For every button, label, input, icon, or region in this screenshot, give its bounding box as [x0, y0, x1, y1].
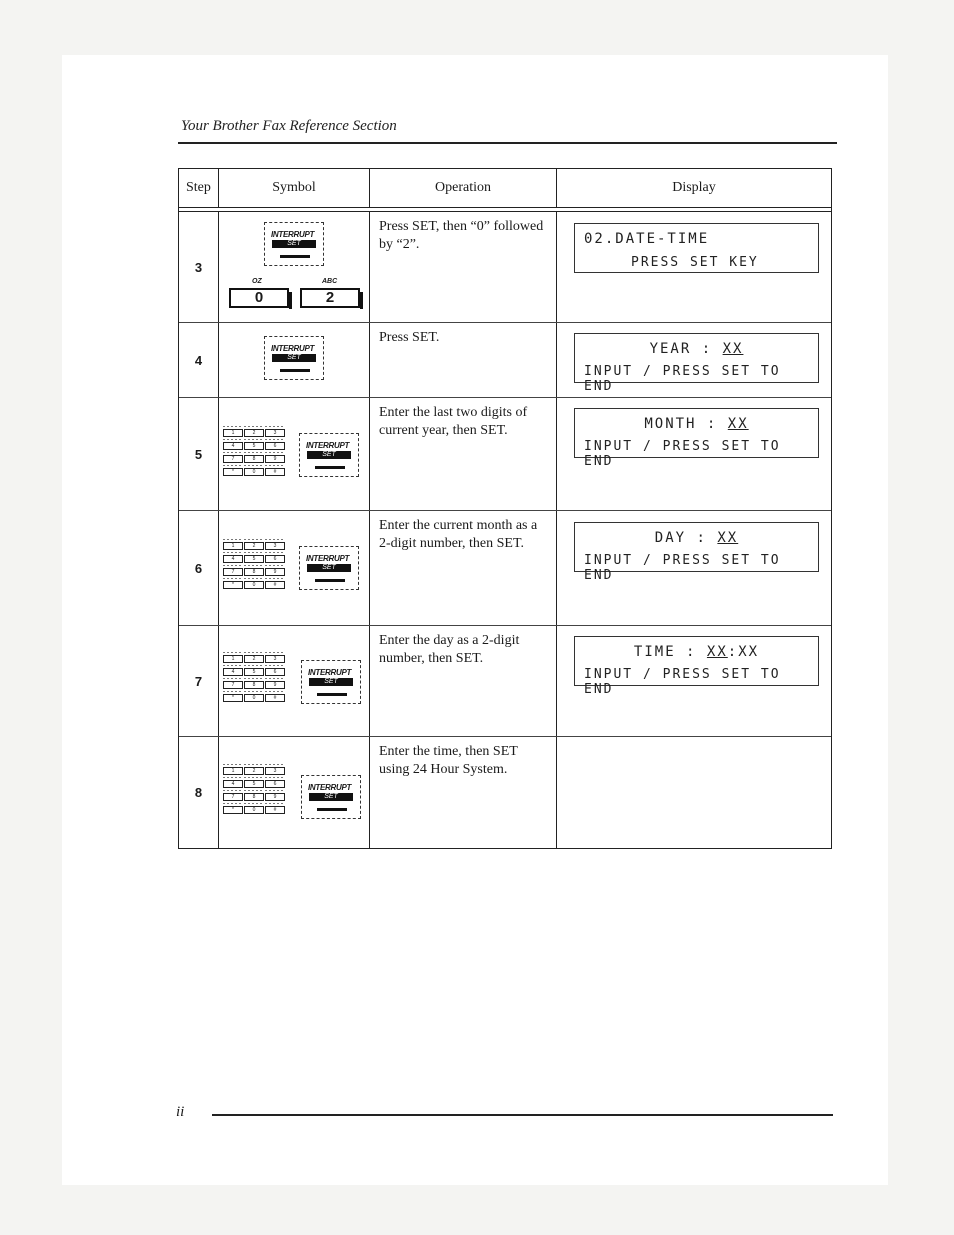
lcd-line-1: MONTH : XX	[644, 416, 749, 432]
symbol-cell	[219, 398, 370, 510]
keypad-key: 6	[265, 668, 285, 676]
lcd-display	[574, 333, 819, 394]
display-cell	[557, 212, 831, 322]
step-number: 3	[179, 212, 219, 322]
keypad-key: 4	[223, 442, 243, 450]
set-key-icon: INTERRUPT SET	[301, 775, 361, 819]
header-display: Display	[672, 180, 716, 195]
keypad-key: 2	[244, 655, 264, 663]
keypad-key: 7	[223, 681, 243, 689]
keypad-icon	[223, 424, 285, 476]
keypad-key: 3	[265, 429, 285, 437]
step-number: 8	[179, 737, 219, 848]
table-row	[179, 212, 831, 323]
lcd-line-2: PRESS SET KEY	[631, 255, 759, 270]
keypad-key: 4	[223, 780, 243, 788]
table-row	[179, 323, 831, 398]
keypad-icon	[223, 537, 285, 589]
step-number: 7	[179, 626, 219, 736]
operation-text: Press SET, then “0” followed by “2”.	[370, 212, 557, 322]
keypad-key: 0	[244, 581, 264, 589]
keypad-icon	[223, 762, 285, 814]
header-symbol: Symbol	[219, 169, 370, 207]
lcd-line-1: 02.DATE-TIME	[584, 231, 710, 247]
steps-table	[178, 168, 832, 849]
keypad-key: 6	[265, 442, 285, 450]
keypad-key: 5	[244, 442, 264, 450]
display-cell	[557, 398, 831, 510]
keypad-key: 4	[223, 555, 243, 563]
keypad-key: 1	[223, 429, 243, 437]
keypad-key: 1	[223, 542, 243, 550]
operation-text: Enter the day as a 2-digit number, then SET.	[370, 626, 557, 736]
symbol-cell	[219, 626, 370, 736]
lcd-line-2: INPUT / PRESS SET TO END	[584, 553, 781, 583]
keypad-key: *	[223, 806, 243, 814]
keypad-key: 8	[244, 455, 264, 463]
header-rule	[178, 142, 837, 144]
keypad-key: 0	[244, 806, 264, 814]
keypad-key: 7	[223, 455, 243, 463]
keypad-key: 9	[265, 568, 285, 576]
lcd-display	[574, 636, 819, 697]
interrupt-label: INTERRUPT	[271, 230, 315, 239]
keypad-key: 0	[244, 468, 264, 476]
keypad-key: 5	[244, 555, 264, 563]
keypad-key: 5	[244, 780, 264, 788]
set-key-icon	[264, 222, 324, 266]
keypad-key: 1	[223, 767, 243, 775]
keypad-key: #	[265, 468, 285, 476]
lcd-line-2: INPUT / PRESS SET TO END	[584, 439, 781, 469]
keypad-key: 5	[244, 668, 264, 676]
lcd-line-1: YEAR : XX	[649, 341, 744, 357]
keypad-key: 2	[244, 429, 264, 437]
lcd-display	[574, 522, 819, 583]
keypad-icon	[223, 650, 285, 702]
table-header-row	[179, 169, 831, 208]
keypad-key: #	[265, 806, 285, 814]
keypad-key: 6	[265, 780, 285, 788]
set-key-icon: INTERRUPT SET	[299, 546, 359, 590]
keypad-key: *	[223, 581, 243, 589]
keypad-key: 9	[265, 793, 285, 801]
display-cell	[557, 511, 831, 625]
keypad-key: 3	[265, 655, 285, 663]
keypad-key: 8	[244, 793, 264, 801]
display-cell	[557, 737, 831, 848]
set-key-icon: INTERRUPT SET	[264, 336, 324, 380]
set-label: SET	[272, 240, 316, 248]
key-0-icon: 0	[229, 288, 289, 308]
header-step: Step	[179, 169, 219, 207]
keypad-key: 0	[244, 694, 264, 702]
key-2-caption: ABC	[322, 278, 338, 285]
operation-text: Enter the last two digits of current year, then SET.	[370, 398, 557, 510]
step-number: 4	[179, 323, 219, 397]
keypad-key: 2	[244, 542, 264, 550]
display-cell	[557, 323, 831, 397]
operation-text: Enter the current month as a 2-digit number, then SET.	[370, 511, 557, 625]
keypad-key: 4	[223, 668, 243, 676]
keypad-key: 8	[244, 568, 264, 576]
step-number: 6	[179, 511, 219, 625]
lcd-display	[574, 408, 819, 469]
keypad-key: 3	[265, 542, 285, 550]
keypad-key: 6	[265, 555, 285, 563]
set-key-icon: INTERRUPT SET	[299, 433, 359, 477]
keypad-key: #	[265, 694, 285, 702]
display-cell	[557, 626, 831, 736]
keypad-key: *	[223, 468, 243, 476]
lcd-line-1: DAY : XX	[654, 530, 739, 546]
key-0-caption: OZ	[252, 278, 262, 285]
keypad-key: 3	[265, 767, 285, 775]
lcd-display	[574, 223, 819, 273]
lcd-line-2: INPUT / PRESS SET TO END	[584, 667, 781, 697]
operation-text: Enter the time, then SET using 24 Hour System.	[370, 737, 557, 848]
key-2-icon: 2	[300, 288, 360, 308]
keypad-key: 9	[265, 681, 285, 689]
operation-text: Press SET.	[370, 323, 557, 397]
keypad-key: 7	[223, 568, 243, 576]
symbol-cell	[219, 212, 370, 322]
keypad-key: 8	[244, 681, 264, 689]
footer-rule	[212, 1114, 833, 1116]
lcd-line-2: INPUT / PRESS SET TO END	[584, 364, 781, 394]
symbol-cell	[219, 511, 370, 625]
table-row	[179, 626, 831, 737]
table-row	[179, 737, 831, 848]
header-operation: Operation	[370, 169, 557, 207]
lcd-line-1: TIME : XX:XX	[633, 644, 760, 660]
keypad-key: 9	[265, 455, 285, 463]
symbol-cell	[219, 737, 370, 848]
page-number: ii	[176, 1104, 185, 1120]
keypad-key: *	[223, 694, 243, 702]
keypad-key: 2	[244, 767, 264, 775]
table-row	[179, 398, 831, 511]
set-key-icon: INTERRUPT SET	[301, 660, 361, 704]
keypad-key: 7	[223, 793, 243, 801]
keypad-key: #	[265, 581, 285, 589]
step-number: 5	[179, 398, 219, 510]
running-header: Your Brother Fax Reference Section	[181, 118, 397, 134]
table-row	[179, 511, 831, 626]
keypad-key: 1	[223, 655, 243, 663]
symbol-cell	[219, 323, 370, 397]
